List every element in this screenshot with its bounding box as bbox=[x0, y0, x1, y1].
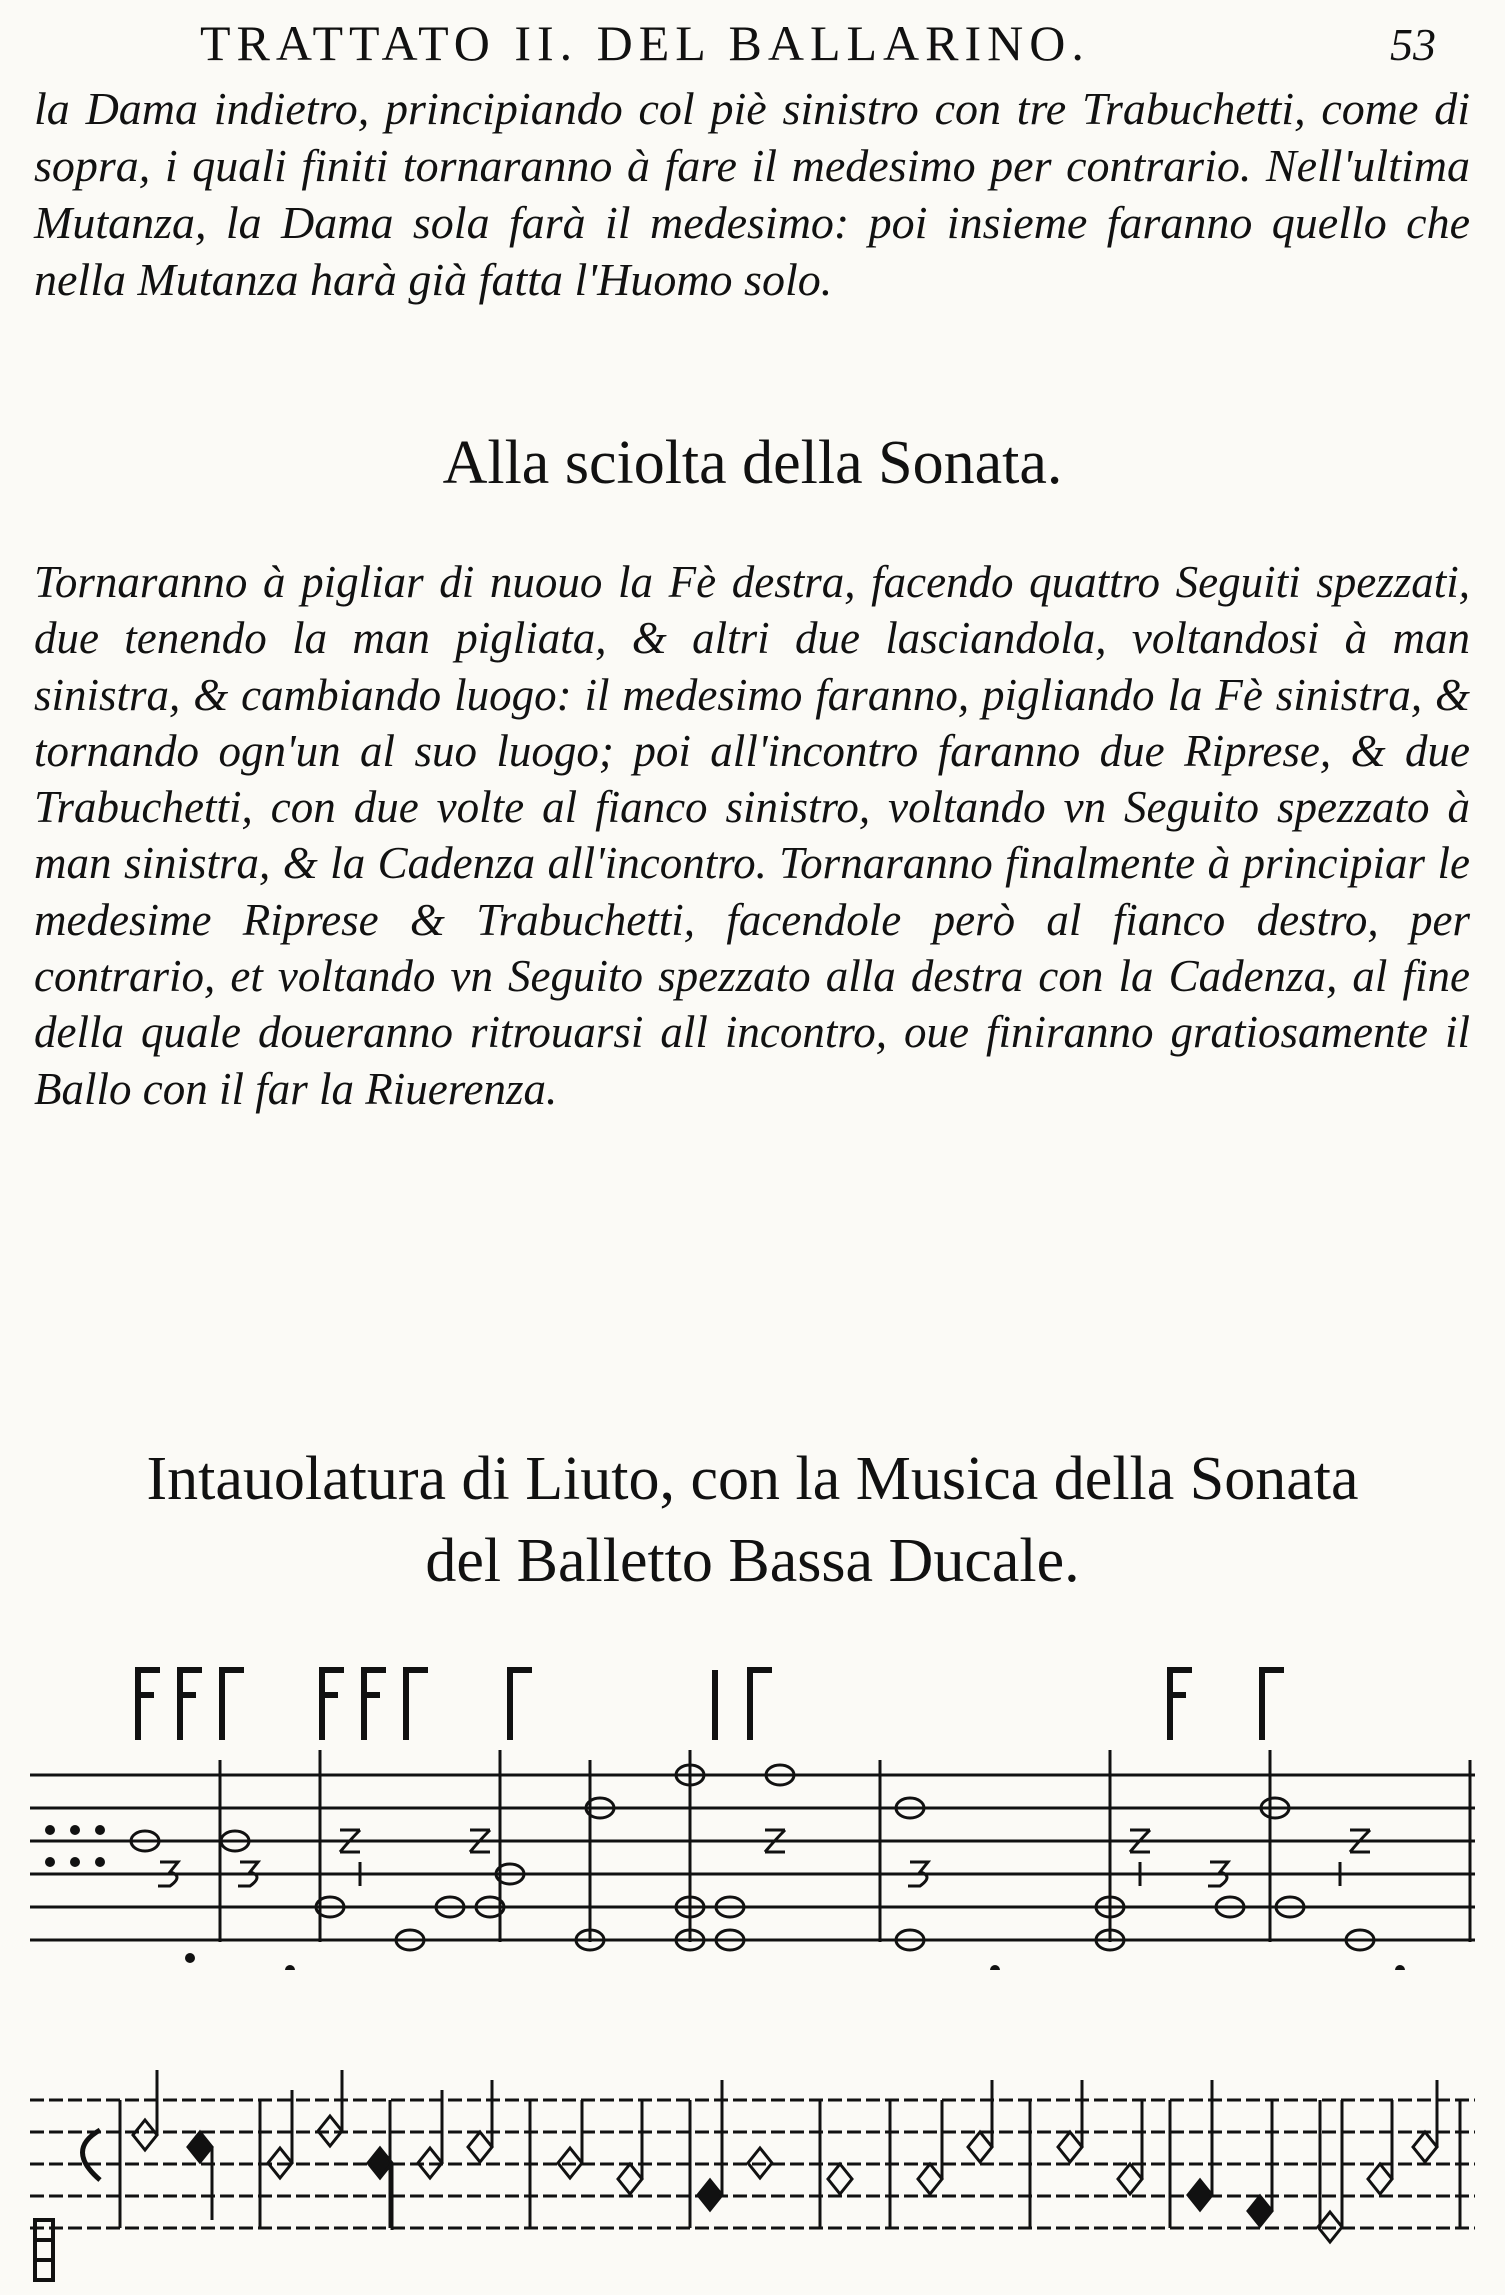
music-heading-line2: del Balletto Bassa Ducale. bbox=[425, 1527, 1080, 1595]
paragraph-dama: la Dama indietro, principiando col piè sinistro con tre Trabuchetti, come di sopra, i quali finiti tornaranno à fare il medesimo per contrario. Nell'ultima Mutanza, la Dama sola farà il medesimo: poi insieme faranno quello che nella Mutanza harà già fatta l'Huomo solo. bbox=[34, 83, 1470, 305]
rhythm-flags bbox=[138, 1670, 1284, 1740]
music-staff bbox=[30, 2060, 1475, 2290]
running-head bbox=[0, 0, 1505, 80]
paragraph-sciolta: Tornaranno à pigliar di nuouo la Fè destra, facendo quattro Seguiti spezzati, due tenendo la man pigliata, & altri due lasciandola, voltandosi à man sinistra, & cambiando luogo: il medesimo faranno, pigliando la Fè sinistra, & tornando ogn'un al suo luogo; poi all'incontro faranno due Riprese, & due Trabuchetti, con due volte al fianco sinistro, voltando vn Seguito spezzato à man sinistra, & la Cadenza all'incontro. Tornaranno finalmente à principiar le medesime Riprese & Trabuchetti, facendole però al fianco destro, per contrario, et voltando vn Seguito spezzato alla destra con la Cadenza, al fine della quale doueranno ritrouarsi all incontro, oue finiranno gratiosamente il Ballo con il far la Riuerenza. bbox=[34, 557, 1470, 1114]
lute-tablature bbox=[30, 1640, 1475, 1970]
running-title: TRATTATO II. DEL BALLARINO. bbox=[200, 15, 1090, 71]
staff-notes bbox=[133, 2070, 1437, 2242]
tablature-barlines bbox=[220, 1750, 1470, 1942]
tablature-lines bbox=[30, 1775, 1475, 1940]
music-heading bbox=[0, 1438, 1505, 1602]
mensuration-sign bbox=[83, 2130, 101, 2180]
page-number: 53 bbox=[1390, 19, 1436, 70]
tablature-marks bbox=[131, 1765, 1374, 1950]
music-heading-line1: Intauolatura di Liuto, con la Musica della Sonata bbox=[146, 1445, 1359, 1513]
section-heading: Alla sciolta della Sonata. bbox=[442, 429, 1063, 497]
